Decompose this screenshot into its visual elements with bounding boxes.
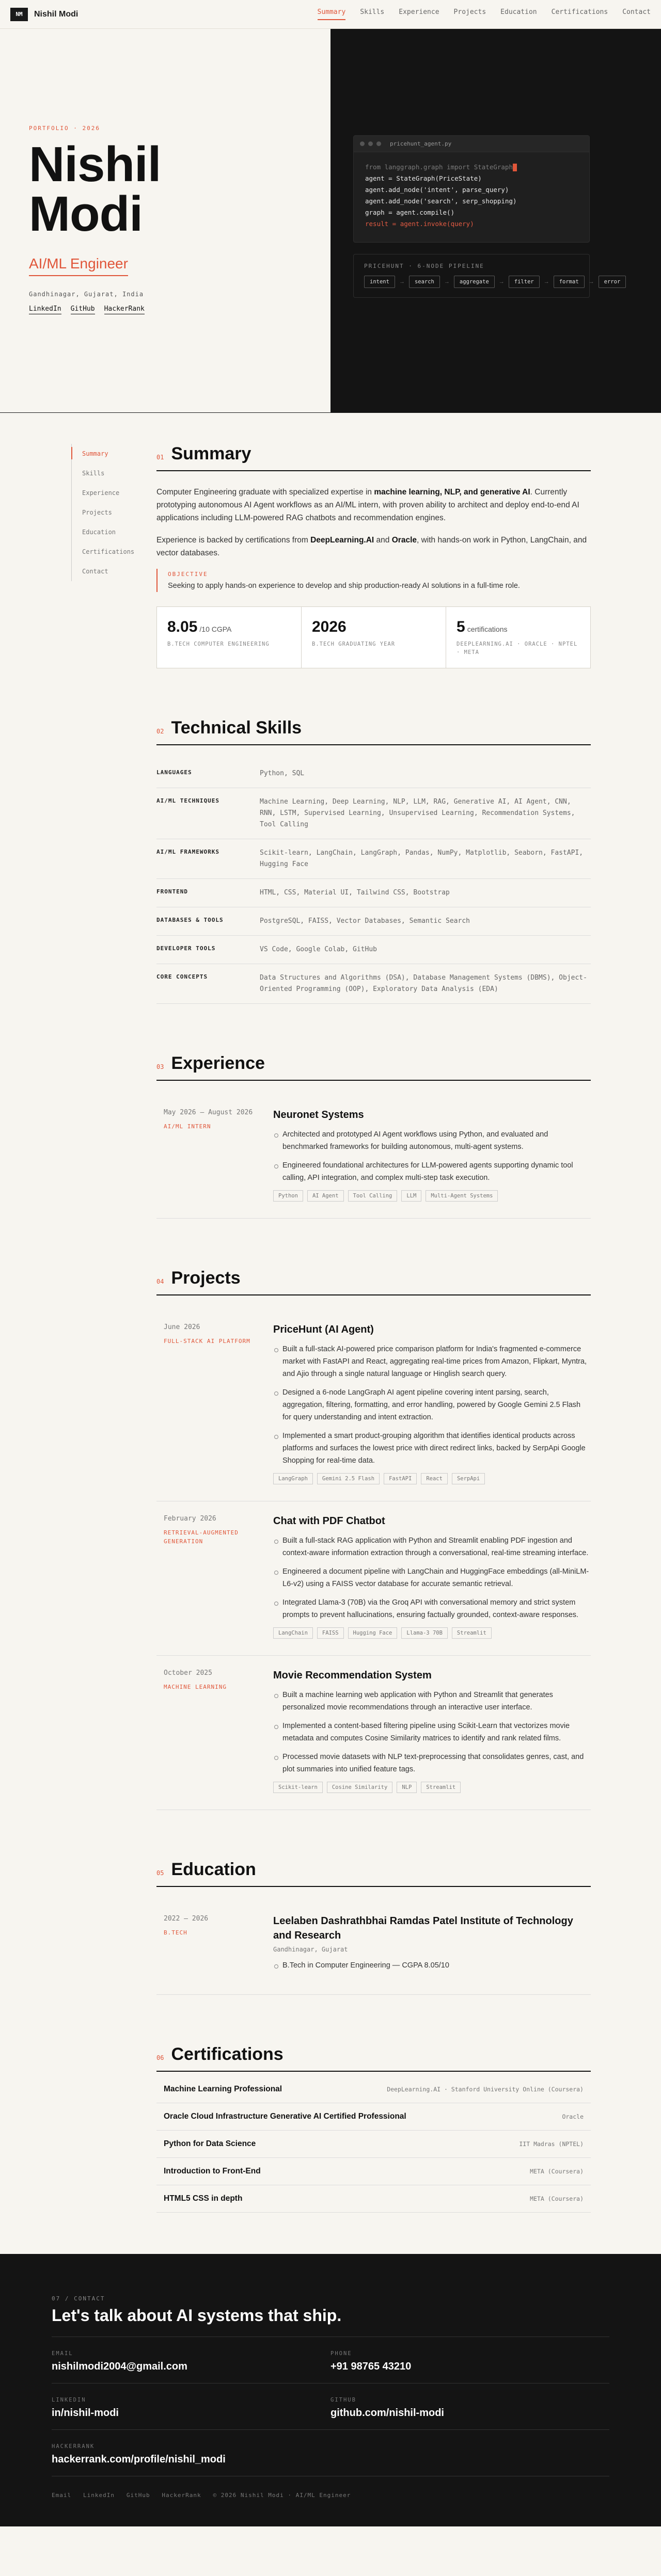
hero-links: [29, 305, 302, 314]
entry-date: October 2025: [164, 1669, 212, 1677]
tag: Multi-Agent Systems: [426, 1190, 498, 1202]
bullet-item: Designed a 6-node LangGraph AI agent pipeline covering intent parsing, search, aggregation, filtering, formatting, and error handling, powered by Google Gemini 2.5 Flash for query understanding and intent extraction.: [273, 1386, 591, 1423]
cert-row: [156, 2103, 591, 2131]
stat-unit: certifications: [467, 625, 508, 633]
summary-paragraph-1: [156, 486, 591, 524]
cert-issuer: IIT Madras (NPTEL): [519, 2140, 584, 2148]
entry-category: FULL-STACK AI PLATFORM: [164, 1338, 250, 1345]
footer-title: Let's talk about AI systems that ship.: [52, 2306, 609, 2337]
side-nav-skills[interactable]: Skills: [82, 470, 105, 477]
pipeline-node: aggregate: [454, 276, 495, 288]
hero-link-github[interactable]: GitHub: [71, 305, 95, 314]
tag: Scikit-learn: [273, 1782, 323, 1793]
projects-section: [156, 1268, 591, 1810]
tag: Gemini 2.5 Flash: [317, 1473, 380, 1484]
entry-date: 2022 — 2026: [164, 1915, 209, 1923]
tag: FAISS: [317, 1627, 344, 1639]
contact-github: [330, 2383, 609, 2430]
school-location: Gandhinagar, Gujarat: [273, 1946, 348, 1953]
skill-category: AI/ML FRAMEWORKS: [156, 849, 219, 855]
pipeline-node: search: [409, 276, 440, 288]
skill-row: [156, 839, 591, 879]
cursor-icon: [513, 164, 517, 171]
objective-callout: [156, 569, 591, 592]
hero-role: AI/ML Engineer: [29, 255, 128, 276]
skill-category: CORE CONCEPTS: [156, 973, 208, 980]
hero-name: [29, 137, 302, 242]
section-title: Technical Skills: [171, 718, 302, 738]
entry-date: June 2026: [164, 1323, 200, 1331]
certifications-section: [156, 2044, 591, 2213]
arrow-right-icon: →: [444, 279, 450, 285]
stat-value: 2026: [312, 618, 347, 635]
hackerrank-link[interactable]: hackerrank.com/profile/nishil_modi: [52, 2454, 226, 2465]
contact-label: EMAIL: [52, 2350, 73, 2357]
education-section: [156, 1860, 591, 1995]
skill-list: Data Structures and Algorithms (DSA), Database Management Systems (DBMS), Object-Oriented Programming (OOP), Exploratory Data Analysis (EDA): [260, 974, 587, 993]
entry-body: [273, 1514, 591, 1639]
tag: Streamlit: [452, 1627, 492, 1639]
hero-code-panel: [330, 29, 661, 412]
nav-link-experience[interactable]: Experience: [399, 8, 439, 16]
skill-list: Python, SQL: [260, 770, 305, 777]
side-nav-experience[interactable]: Experience: [82, 489, 120, 497]
tag: FastAPI: [384, 1473, 417, 1484]
entry-category: MACHINE LEARNING: [164, 1684, 227, 1690]
cert-issuer: META (Coursera): [530, 2195, 584, 2202]
code-window: [353, 135, 590, 243]
skills-section: [156, 718, 591, 1004]
school-name: Leelaben Dashrathbhai Ramdas Patel Institute of Technology and Research: [273, 1915, 573, 1941]
bullet-item: Implemented a content-based filtering pipeline using Scikit-Learn that vectorizes movie metadata and computes Cosine Similarity matrices to identify and rank related films.: [273, 1720, 591, 1745]
text-run: . Currently prototyping autonomous AI Agent workflows as an AI/ML intern, with proven ability to architect and deploy end-to-end AI applications including LLM-powered RAG chatbots and recommendation engines.: [156, 488, 579, 522]
code-line: graph = agent.compile(): [365, 209, 455, 216]
code-line: agent.add_node('search', serp_shopping): [365, 197, 517, 205]
text-run: Experience is backed by certifications from: [156, 536, 311, 545]
stat-label: DEEPLEARNING.AI · ORACLE · NPTEL · META: [457, 641, 578, 655]
text-run-bold: Oracle: [391, 536, 417, 545]
bullet-item: Built a full-stack RAG application with Python and Streamlit enabling PDF ingestion and context-aware information extraction through a conversational, real-time streaming interface.: [273, 1534, 591, 1559]
content: [0, 413, 661, 2254]
contact-label: PHONE: [330, 2350, 352, 2357]
text-run: and: [374, 536, 392, 545]
nav-links: [318, 8, 651, 20]
side-nav-projects[interactable]: Projects: [82, 509, 112, 516]
tag: Hugging Face: [348, 1627, 398, 1639]
objective-label: OBJECTIVE: [168, 571, 208, 578]
pipeline-node: intent: [364, 276, 395, 288]
stat-value: 8.05: [167, 618, 198, 635]
hero: [0, 29, 661, 413]
hero-intro: [0, 29, 330, 412]
stat-card: [446, 607, 590, 668]
section-title: Projects: [171, 1268, 241, 1288]
nav-link-projects[interactable]: Projects: [453, 8, 486, 16]
tag: NLP: [397, 1782, 417, 1793]
skill-category: DEVELOPER TOOLS: [156, 945, 216, 952]
section-title: Certifications: [171, 2044, 284, 2064]
entry-bullets: [273, 1128, 591, 1184]
footer-eyebrow: 07 / CONTACT: [52, 2295, 105, 2302]
arrow-right-icon: →: [399, 279, 405, 285]
pipeline-node: format: [554, 276, 585, 288]
pipeline-box: [353, 254, 621, 298]
entry-role: AI/ML INTERN: [164, 1123, 211, 1130]
contact-footer: [0, 2254, 661, 2526]
entry-bullets: [273, 1343, 591, 1467]
entry-body: [273, 1108, 591, 1202]
nav-link-summary[interactable]: Summary: [318, 8, 346, 20]
contact-label: LINKEDIN: [52, 2397, 86, 2403]
section-number: 06: [156, 2054, 164, 2061]
cert-name: HTML5 CSS in depth: [164, 2194, 243, 2203]
entry-title: Chat with PDF Chatbot: [273, 1515, 385, 1527]
tag: Streamlit: [421, 1782, 461, 1793]
entry-date: May 2026 — August 2026: [164, 1109, 253, 1116]
skill-category: FRONTEND: [156, 888, 188, 895]
section-header: [156, 2044, 591, 2072]
nav-link-certifications[interactable]: Certifications: [551, 8, 608, 16]
skill-list: Scikit-learn, LangChain, LangGraph, Pandas, NumPy, Matplotlib, Seaborn, FastAPI, Hugging Face: [260, 849, 584, 868]
code-line: result = agent.invoke(query): [365, 220, 474, 228]
cert-row: [156, 2131, 591, 2158]
experience-entry: [156, 1095, 591, 1219]
cert-row: [156, 2185, 591, 2213]
section-number: 02: [156, 728, 164, 735]
tag-list: [273, 1627, 591, 1639]
tag: AI Agent: [307, 1190, 344, 1202]
top-nav: [0, 0, 661, 29]
hero-last-name: Modi: [29, 186, 143, 242]
hero-location: Gandhinagar, Gujarat, India: [29, 291, 144, 298]
skill-list: VS Code, Google Colab, GitHub: [260, 946, 377, 953]
entry-bullets: [273, 1689, 591, 1775]
skill-row: [156, 936, 591, 964]
tag-list: [273, 1190, 591, 1202]
window-dot-icon: [368, 141, 373, 146]
entry-body: [273, 1914, 591, 1978]
hero-link-hackerrank[interactable]: HackerRank: [104, 305, 145, 314]
arrow-right-icon: →: [498, 279, 505, 285]
tag: SerpApi: [452, 1473, 485, 1484]
arrow-right-icon: →: [588, 279, 594, 285]
entry-date: February 2026: [164, 1515, 216, 1523]
stat-unit: /10 CGPA: [199, 625, 232, 633]
code-line: agent.add_node('intent', parse_query): [365, 186, 509, 194]
side-nav-contact[interactable]: Contact: [82, 568, 108, 575]
skill-row: [156, 964, 591, 1004]
cert-name: Machine Learning Professional: [164, 2085, 282, 2093]
section-title: Summary: [171, 444, 251, 463]
section-title: Experience: [171, 1053, 265, 1073]
experience-section: [156, 1053, 591, 1219]
tag: Llama-3 70B: [401, 1627, 448, 1639]
entry-category: RETRIEVAL-AUGMENTED GENERATION: [164, 1529, 239, 1545]
side-nav: [71, 444, 134, 581]
project-entry: [156, 1501, 591, 1656]
code-line: agent = StateGraph(PriceState): [365, 174, 482, 182]
side-nav-certifications[interactable]: Certifications: [82, 548, 135, 555]
entry-meta: [156, 1108, 273, 1202]
window-dot-icon: [360, 141, 365, 146]
project-entry: [156, 1656, 591, 1810]
stat-label: B.TECH GRADUATING YEAR: [312, 641, 396, 647]
text-run-bold: machine learning, NLP, and generative AI: [374, 488, 530, 497]
email-link[interactable]: nishilmodi2004@gmail.com: [52, 2361, 187, 2372]
hero-eyebrow: PORTFOLIO · 2026: [29, 125, 100, 132]
code-window-titlebar: [354, 136, 589, 152]
entry-body: [273, 1322, 591, 1484]
logo[interactable]: NM: [10, 8, 28, 21]
stats-row: [156, 606, 591, 668]
section-number: 04: [156, 1278, 164, 1285]
nav-link-contact[interactable]: Contact: [622, 8, 651, 16]
bullet-item: B.Tech in Computer Engineering — CGPA 8.05/10: [273, 1959, 591, 1972]
footer-bottom-links[interactable]: Email LinkedIn GitHub HackerRank © 2026 Nishil Modi · AI/ML Engineer: [52, 2492, 351, 2499]
skill-row: [156, 907, 591, 936]
summary-section: [156, 444, 591, 668]
side-nav-summary[interactable]: Summary: [72, 444, 134, 463]
tag: LangGraph: [273, 1473, 313, 1484]
contact-grid: [52, 2337, 609, 2476]
tag: Tool Calling: [348, 1190, 398, 1202]
hero-first-name: Nishil: [29, 137, 161, 192]
text-run-bold: DeepLearning.AI: [310, 536, 374, 545]
entry-degree-type: B.TECH: [164, 1929, 187, 1936]
cert-issuer: META (Coursera): [530, 2168, 584, 2175]
contact-linkedin: [52, 2383, 330, 2430]
cert-row: [156, 2076, 591, 2103]
cert-issuer: DeepLearning.AI · Stanford University Online (Coursera): [387, 2086, 584, 2093]
code-body: [354, 152, 589, 242]
stat-card: [157, 607, 302, 668]
github-link[interactable]: github.com/nishil-modi: [330, 2407, 444, 2419]
cert-row: [156, 2158, 591, 2185]
code-line: from langgraph.graph import StateGraph: [365, 163, 513, 171]
nav-link-education[interactable]: Education: [500, 8, 537, 16]
pipeline-title: PRICEHUNT · 6-NODE PIPELINE: [364, 263, 484, 269]
skill-category: AI/ML TECHNIQUES: [156, 797, 219, 804]
entry-body: [273, 1668, 591, 1793]
main-column: [156, 444, 591, 2213]
section-header: [156, 1268, 591, 1295]
bullet-item: Integrated Llama-3 (70B) via the Groq API with conversational memory and strict system prompts to prevent hallucinations, ensuring factually grounded, context-aware responses.: [273, 1596, 591, 1621]
hero-link-linkedin[interactable]: LinkedIn: [29, 305, 61, 314]
entry-meta: [156, 1514, 273, 1639]
bullet-item: Engineered foundational architectures for LLM-powered agents supporting dynamic tool calling, API integration, and complex multi-step task execution.: [273, 1159, 591, 1184]
cert-name: Introduction to Front-End: [164, 2167, 261, 2175]
bullet-item: Built a full-stack AI-powered price comparison platform for India's fragmented e-commerce market with FastAPI and React, aggregating real-time prices from Amazon, Flipkart, Myntra, and Ajio through a single natural language or Hinglish search query.: [273, 1343, 591, 1380]
side-nav-education[interactable]: Education: [82, 529, 116, 536]
pipeline-nodes: [364, 276, 621, 288]
entry-title: Neuronet Systems: [273, 1109, 364, 1121]
skill-list: Machine Learning, Deep Learning, NLP, LLM, RAG, Generative AI, AI Agent, CNN, RNN, LSTM, Supervised Learning, Unsupervised Learning, Recommendation Systems, Tool Calling: [260, 798, 575, 828]
entry-title: Movie Recommendation System: [273, 1670, 432, 1681]
skill-row: [156, 879, 591, 907]
tag-list: [273, 1782, 591, 1793]
code-filename: pricehunt_agent.py: [390, 140, 452, 147]
cert-issuer: Oracle: [562, 2113, 584, 2120]
section-header: [156, 718, 591, 745]
skill-list: HTML, CSS, Material UI, Tailwind CSS, Bootstrap: [260, 889, 450, 897]
pipeline-node: filter: [509, 276, 540, 288]
stat-card: [302, 607, 446, 668]
site-name[interactable]: Nishil Modi: [34, 9, 78, 19]
entry-meta: [156, 1668, 273, 1793]
tag: LangChain: [273, 1627, 313, 1639]
bullet-item: Processed movie datasets with NLP text-preprocessing that consolidates genres, cast, and plot summaries into unified feature tags.: [273, 1751, 591, 1775]
summary-paragraph-2: [156, 534, 591, 559]
tag: React: [421, 1473, 448, 1484]
section-number: 05: [156, 1869, 164, 1877]
bullet-item: Implemented a smart product-grouping algorithm that identifies identical products across platforms and surfaces the lowest price with direct redirect links, backed by SerpApi Google Shopping for real-time data.: [273, 1430, 591, 1467]
tag: Python: [273, 1190, 303, 1202]
entry-bullets: [273, 1534, 591, 1621]
contact-label: GITHUB: [330, 2397, 356, 2403]
entry-bullets: [273, 1959, 591, 1972]
arrow-right-icon: →: [543, 279, 549, 285]
contact-hackerrank: [52, 2430, 609, 2476]
text-run: , with hands-on work in Python, LangChain, and vector databases.: [156, 536, 587, 557]
bullet-item: Architected and prototyped AI Agent workflows using Python, and evaluated and benchmarked frameworks for building autonomous, multi-agent systems.: [273, 1128, 591, 1153]
section-header: [156, 444, 591, 471]
tag: Cosine Similarity: [327, 1782, 392, 1793]
phone-link[interactable]: +91 98765 43210: [330, 2361, 412, 2372]
entry-title: PriceHunt (AI Agent): [273, 1324, 374, 1335]
section-number: 03: [156, 1063, 164, 1070]
cert-name: Python for Data Science: [164, 2139, 256, 2148]
bullet-item: Engineered a document pipeline with LangChain and HuggingFace embeddings (all-MiniLM-L6-v2) using a FAISS vector database for accurate semantic retrieval.: [273, 1565, 591, 1590]
tag-list: [273, 1473, 591, 1484]
skill-category: LANGUAGES: [156, 769, 192, 776]
section-header: [156, 1860, 591, 1887]
stat-label: B.TECH COMPUTER ENGINEERING: [167, 641, 270, 647]
linkedin-link[interactable]: in/nishil-modi: [52, 2407, 119, 2419]
project-entry: [156, 1310, 591, 1501]
objective-text: Seeking to apply hands-on experience to develop and ship production-ready AI solutions in a full-time role.: [168, 582, 520, 590]
entry-meta: [156, 1322, 273, 1484]
cert-name: Oracle Cloud Infrastructure Generative AI Certified Professional: [164, 2112, 406, 2121]
bullet-item: Built a machine learning web application with Python and Streamlit that generates personalized movie recommendations through an interactive user interface.: [273, 1689, 591, 1714]
skill-row: [156, 788, 591, 839]
section-number: 01: [156, 454, 164, 461]
contact-phone: [330, 2337, 609, 2383]
nav-link-skills[interactable]: Skills: [360, 8, 385, 16]
skill-category: DATABASES & TOOLS: [156, 917, 224, 923]
education-entry: [156, 1901, 591, 1995]
tag: LLM: [401, 1190, 421, 1202]
skill-list: PostgreSQL, FAISS, Vector Databases, Semantic Search: [260, 917, 470, 925]
text-run: Computer Engineering graduate with specialized expertise in: [156, 488, 374, 497]
skill-row: [156, 760, 591, 788]
stat-value: 5: [457, 618, 465, 635]
entry-meta: [156, 1914, 273, 1978]
contact-email: [52, 2337, 330, 2383]
section-header: [156, 1053, 591, 1081]
section-title: Education: [171, 1860, 256, 1879]
window-dot-icon: [376, 141, 381, 146]
pipeline-node: error: [599, 276, 626, 288]
contact-label: HACKERRANK: [52, 2443, 95, 2450]
